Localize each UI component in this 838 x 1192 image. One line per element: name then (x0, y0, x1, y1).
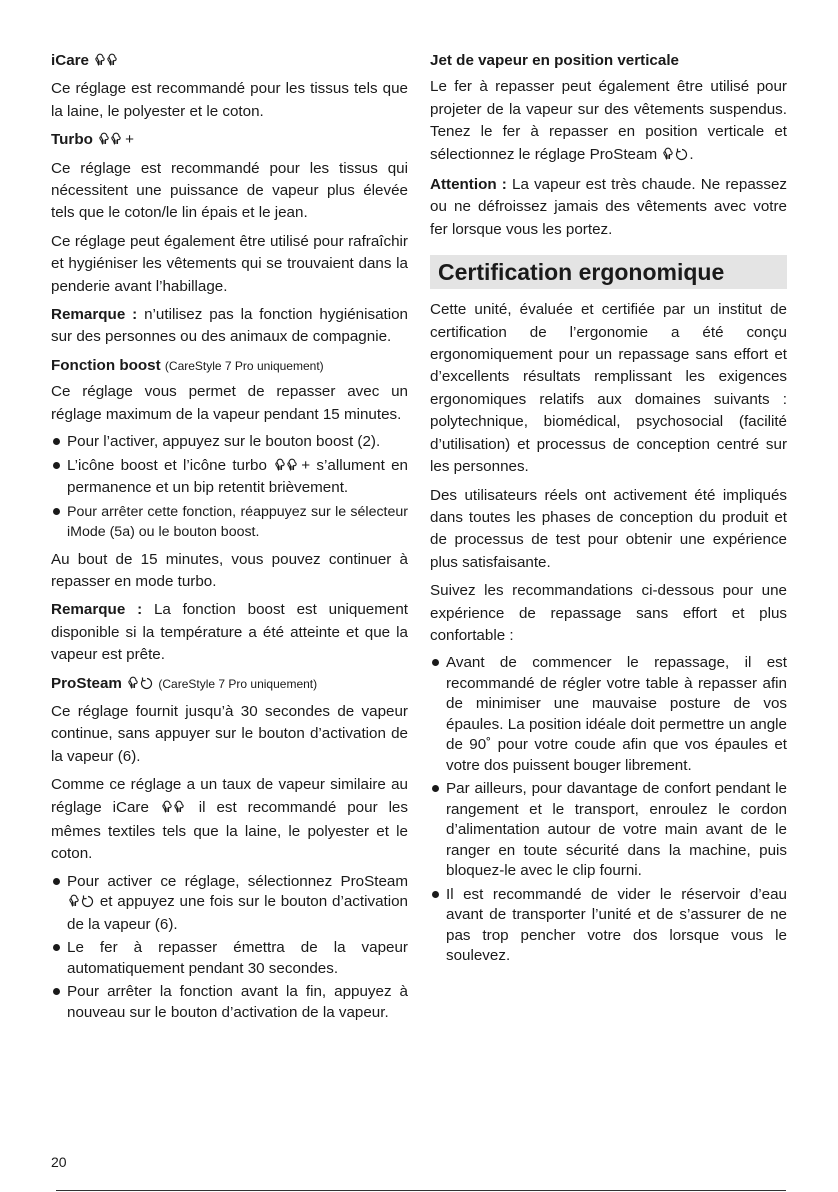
cert-text-3: Suivez les recommandations ci-dessous pour une expérience de repassage sans effort et plus confortable : (430, 582, 787, 644)
double-steam-cloud-icon (94, 52, 120, 74)
list-item: Par ailleurs, pour davantage de confort pendant le rangement et le transport, enroulez le cordon d’alimentation autour de votre main avant de le ranger en toute sécurité dans la machine, puis bloquez-le avec le clip fourni. (430, 779, 787, 882)
left-column (51, 50, 408, 1029)
list-item: Le fer à repasser émettra de la vapeur automatiquement pendant 30 secondes. (51, 938, 408, 979)
vertical-steam-text: Le fer à repasser peut également être utilisé pour projeter de la vapeur sur des vêtements suspendus. Tenez le fer à repasser en position verticale et sélectionnez le réglage ProSteam . (430, 76, 787, 168)
page-number: 20 (51, 1154, 67, 1170)
steam-cloud-loop-icon (662, 146, 688, 168)
cert-text-2: Des utilisateurs réels ont activement été impliqués dans toutes les phases de conception du produit et de processus de test pour obtenir une expérience plus satisfaisante. (430, 486, 787, 571)
remark-2: Remarque : La fonction boost est uniquement disponible si la température a été atteinte et que la vapeur est prête. (51, 601, 408, 664)
right-column (430, 50, 787, 973)
turbo-heading: Turbo + (51, 129, 408, 153)
boost-model-note: (CareStyle 7 Pro uniquement) (164, 358, 324, 373)
list-item: Pour arrêter cette fonction, réappuyez sur le sélecteur iMode (5a) ou le bouton boost. (51, 502, 408, 543)
prosteam-text-1: Ce réglage fournit jusqu’à 30 secondes de vapeur continue, sans appuyer sur le bouton d’activation de la vapeur (6). (51, 703, 408, 765)
section-title: Certification ergonomique (438, 258, 725, 285)
boost-heading: Fonction boost (CareStyle 7 Pro uniquement) (51, 356, 324, 374)
list-item: Pour l’activer, appuyez sur le bouton boost (2). (51, 432, 408, 453)
icare-text: Ce réglage est recommandé pour les tissus tels que la laine, le polyester et le coton. (51, 80, 408, 120)
footer-divider (56, 1190, 786, 1191)
turbo-text-2: Ce réglage peut également être utilisé pour rafraîchir et hygiéniser les vêtements qui se trouvaient dans la penderie avant l’habillage. (51, 232, 408, 295)
attention-text: Attention : La vapeur est très chaude. Ne repassez ou ne défroissez jamais des vêtements avec votre fer lorsque vous les portez. (430, 176, 787, 238)
cert-list (430, 653, 787, 967)
prosteam-list (51, 872, 408, 1024)
icare-heading: iCare (51, 50, 408, 74)
vertical-steam-heading: Jet de vapeur en position verticale (430, 52, 679, 69)
cert-text-1: Cette unité, évaluée et certifiée par un institut de certification de l’ergonomie a été conçu ergonomiquement pour un repassage sans effort et d’excellents résultats remplissant les exigences ergonomiques relatifs aux domaines suivants : polytechnique, biomédical, psychosocial (facilité d’utilisation) et processus de conception centré sur les personnes. (430, 301, 787, 476)
section-header-box (430, 255, 787, 289)
list-item: Avant de commencer le repassage, il est recommandé de régler votre table à repasser afin de minimiser une mauvaise posture de vos épaules. La position idéale doit permettre un angle de 90˚ pour votre coude afin que vos épaules et votre dos puissent bouger librement. (430, 653, 787, 776)
boost-text: Ce réglage vous permet de repasser avec un réglage maximum de la vapeur pendant 15 minutes. (51, 383, 408, 423)
prosteam-model-note: (CareStyle 7 Pro uniquement) (158, 676, 318, 691)
prosteam-heading: ProSteam (CareStyle 7 Pro uniquement) (51, 673, 408, 697)
double-steam-cloud-icon (274, 458, 300, 479)
turbo-plus-sign: + (125, 131, 135, 149)
double-steam-cloud-icon (98, 131, 124, 153)
list-item: Pour arrêter la fonction avant la fin, appuyez à nouveau sur le bouton d’activation de la vapeur. (51, 982, 408, 1023)
double-steam-cloud-icon (161, 799, 187, 821)
list-item: L’icône boost et l’icône turbo + s’allument en permanence et un bip retentit brièvement. (51, 456, 408, 499)
list-item: Pour activer ce réglage, sélectionnez ProSteam et appuyez une fois sur le bouton d’activation de la vapeur (6). (51, 872, 408, 936)
boost-after-text: Au bout de 15 minutes, vous pouvez continuer à repasser en mode turbo. (51, 550, 408, 590)
steam-cloud-loop-icon (68, 894, 94, 915)
prosteam-text-2: Comme ce réglage a un taux de vapeur similaire au réglage iCare il est recommandé pour les mêmes textiles tels que la laine, le polyester et le coton. (51, 776, 408, 863)
boost-list (51, 432, 408, 543)
steam-cloud-loop-icon (127, 675, 153, 697)
turbo-text-1: Ce réglage est recommandé pour les tissus qui nécessitent une puissance de vapeur plus élevée tels que le coton/le lin épais et le jean. (51, 159, 408, 222)
remark-1: Remarque : n’utilisez pas la fonction hygiénisation sur des personnes ou des animaux de compagnie. (51, 306, 408, 346)
list-item: Il est recommandé de vider le réservoir d’eau avant de transporter l’unité et de s’assurer de ne pas trop pencher votre dos lorsque vous le soulevez. (430, 885, 787, 967)
